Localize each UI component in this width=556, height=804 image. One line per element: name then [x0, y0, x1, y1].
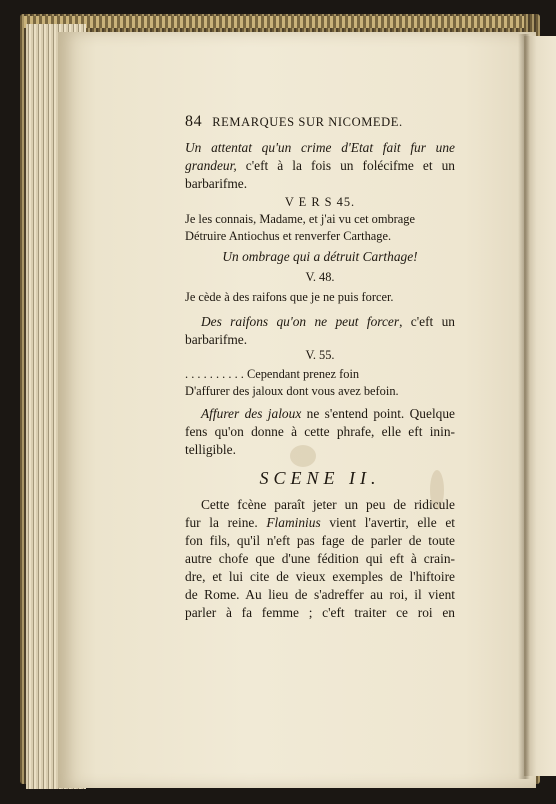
text-line: barbarifme. — [185, 332, 248, 347]
gutter-shadow — [518, 34, 530, 779]
text-italic: Des raifons qu'on ne peut forcer — [201, 314, 400, 329]
text-line: dre, et lui cite de vieux exemples de l'hiftoire — [185, 569, 455, 584]
page-number: 84 — [185, 113, 203, 130]
text-line: fens qu'on donne à cette phrafe, elle eft inin- — [185, 424, 455, 439]
text-line: Un ombrage qui a détruit Carthage! — [222, 249, 418, 264]
text-line: de Rome. Au lieu de s'adreffer au roi, il vient — [185, 587, 455, 602]
text-roman: vient l'avertir, elle et — [320, 515, 455, 530]
verse-number: V. 48. — [305, 270, 335, 284]
text-line: telligible. — [185, 442, 236, 457]
text-roman: c'eft à la fois un folécifme et un — [236, 158, 455, 173]
quote-line: Détruire Antiochus et renverfer Carthage. — [185, 229, 392, 243]
text-line — [185, 515, 455, 531]
text-line: Un attentat qu'un crime d'Etat fait fur une — [185, 140, 455, 155]
text-roman: ne s'entend point. Quelque — [301, 406, 456, 421]
text-line: parler à fa femme ; c'eft traiter ce roi en — [185, 605, 455, 620]
text-line — [185, 406, 455, 422]
gilt-edge — [24, 16, 524, 28]
text-line — [185, 314, 455, 330]
running-title: REMARQUES SUR NICOMEDE. — [212, 115, 403, 129]
text-line: barbarifme. — [185, 176, 248, 191]
quote-line: Je les connais, Madame, et j'ai vu cet ombrage — [185, 212, 416, 226]
text-italic: Affurer des jaloux — [201, 406, 302, 421]
text-italic: grandeur, — [185, 158, 237, 173]
text-roman: , c'eft un — [399, 314, 455, 329]
scene-heading: SCENE II. — [259, 468, 381, 488]
quote-line: D'affurer des jaloux dont vous avez befoin. — [185, 384, 399, 398]
text-line: Cette fcène paraît jeter un peu de ridicule — [201, 497, 455, 512]
verse-number: V. 55. — [305, 348, 335, 362]
text-italic: Flaminius — [266, 515, 321, 530]
running-header — [185, 113, 455, 131]
quote-line: Je cède à des raifons que je ne puis forcer. — [185, 290, 394, 304]
text-line: autre chofe que d'une fédition qui eft à crain- — [185, 551, 455, 566]
quote-line: . . . . . . . . . . Cependant prenez foin — [185, 367, 360, 381]
verse-number: V E R S 45. — [284, 195, 356, 209]
text-line: fon fils, qu'il n'eft pas fage de parler de toute — [185, 533, 455, 548]
text-line — [185, 158, 455, 174]
text-roman: fur la reine. — [185, 515, 267, 530]
